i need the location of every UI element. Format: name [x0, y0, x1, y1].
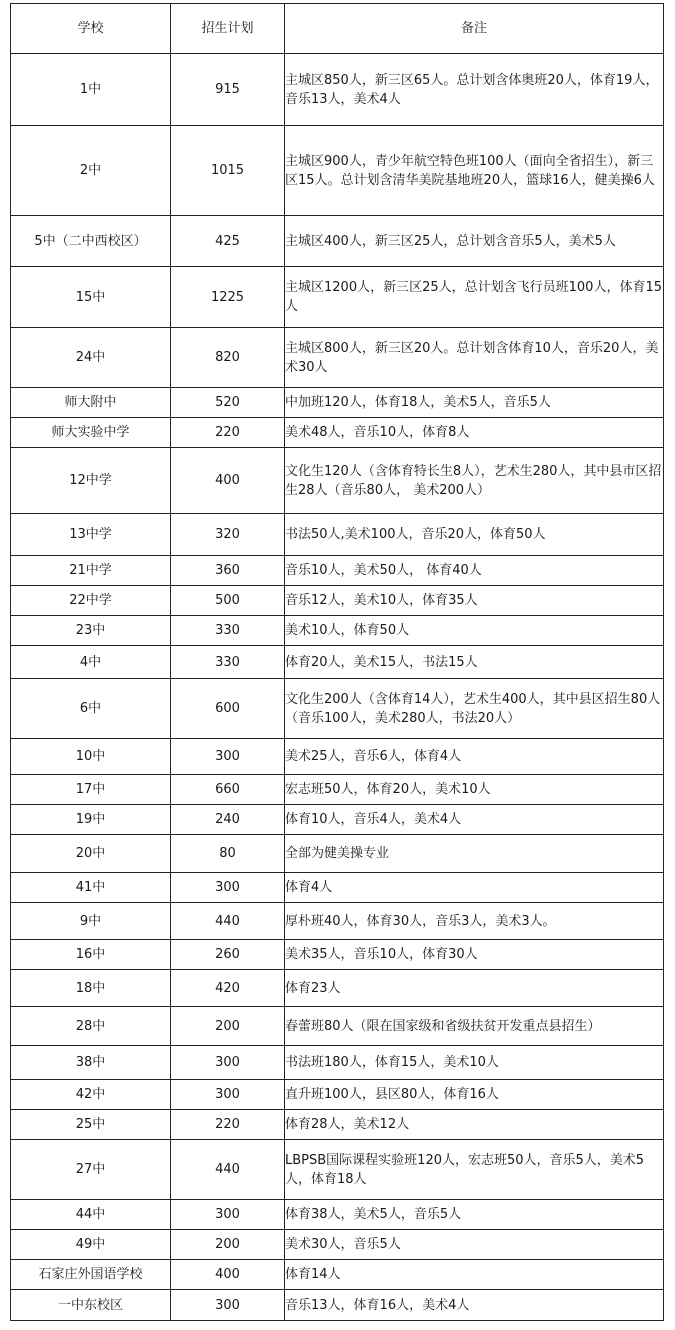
plan-cell: 1225 [171, 267, 285, 328]
note-cell: 体育23人 [285, 970, 664, 1007]
note-cell: 主城区1200人，新三区25人，总计划含飞行员班100人，体育15人 [285, 267, 664, 328]
note-cell: 文化生200人（含体育14人），艺术生400人，其中县区招生80人（音乐100人，美术280人，书法20人） [285, 679, 664, 739]
school-cell: 12中学 [11, 448, 171, 514]
school-cell: 23中 [11, 616, 171, 646]
school-cell: 38中 [11, 1046, 171, 1080]
plan-cell: 220 [171, 1110, 285, 1140]
plan-cell: 330 [171, 616, 285, 646]
note-cell: 直升班100人，县区80人，体育16人 [285, 1080, 664, 1110]
table-row [11, 514, 664, 556]
plan-cell: 300 [171, 1200, 285, 1230]
plan-cell: 1015 [171, 126, 285, 216]
plan-cell: 260 [171, 940, 285, 970]
school-cell: 49中 [11, 1230, 171, 1260]
school-cell: 24中 [11, 328, 171, 388]
table-row [11, 679, 664, 739]
note-cell: 音乐13人，体育16人，美术4人 [285, 1290, 664, 1321]
table-row [11, 1200, 664, 1230]
note-cell: 美术25人，音乐6人，体育4人 [285, 739, 664, 775]
school-cell: 4中 [11, 646, 171, 679]
plan-cell: 300 [171, 739, 285, 775]
table-row [11, 1230, 664, 1260]
school-cell: 27中 [11, 1140, 171, 1200]
table-row [11, 54, 664, 126]
table-row [11, 586, 664, 616]
note-cell: 美术48人，音乐10人，体育8人 [285, 418, 664, 448]
note-cell: 主城区800人，新三区20人。总计划含体育10人，音乐20人，美术30人 [285, 328, 664, 388]
header-school: 学校 [11, 4, 171, 54]
school-cell: 10中 [11, 739, 171, 775]
table-row [11, 1080, 664, 1110]
plan-cell: 200 [171, 1230, 285, 1260]
table-row [11, 775, 664, 805]
note-cell: 书法50人,美术100人，音乐20人，体育50人 [285, 514, 664, 556]
note-cell: 美术10人，体育50人 [285, 616, 664, 646]
table-row [11, 448, 664, 514]
table-row [11, 616, 664, 646]
table-row [11, 126, 664, 216]
plan-cell: 300 [171, 1080, 285, 1110]
plan-cell: 400 [171, 1260, 285, 1290]
plan-cell: 300 [171, 1046, 285, 1080]
school-cell: 2中 [11, 126, 171, 216]
plan-cell: 220 [171, 418, 285, 448]
school-cell: 石家庄外国语学校 [11, 1260, 171, 1290]
school-cell: 9中 [11, 903, 171, 940]
school-cell: 师大附中 [11, 388, 171, 418]
plan-cell: 425 [171, 216, 285, 267]
school-cell: 16中 [11, 940, 171, 970]
enrollment-table [10, 3, 664, 1321]
school-cell: 19中 [11, 805, 171, 835]
note-cell: 体育4人 [285, 873, 664, 903]
school-cell: 42中 [11, 1080, 171, 1110]
table-row [11, 418, 664, 448]
school-cell: 13中学 [11, 514, 171, 556]
note-cell: 音乐10人，美术50人， 体育40人 [285, 556, 664, 586]
school-cell: 21中学 [11, 556, 171, 586]
note-cell: 体育38人，美术5人，音乐5人 [285, 1200, 664, 1230]
note-cell: 体育20人，美术15人，书法15人 [285, 646, 664, 679]
plan-cell: 915 [171, 54, 285, 126]
note-cell: 美术35人，音乐10人，体育30人 [285, 940, 664, 970]
table-row [11, 873, 664, 903]
school-cell: 5中（二中西校区） [11, 216, 171, 267]
school-cell: 1中 [11, 54, 171, 126]
note-cell: 美术30人，音乐5人 [285, 1230, 664, 1260]
table-row [11, 1007, 664, 1046]
header-note: 备注 [285, 4, 664, 54]
table-row [11, 556, 664, 586]
school-cell: 18中 [11, 970, 171, 1007]
plan-cell: 300 [171, 873, 285, 903]
table-row [11, 328, 664, 388]
school-cell: 22中学 [11, 586, 171, 616]
note-cell: 主城区850人，新三区65人。总计划含体奥班20人，体育19人，音乐13人，美术4人 [285, 54, 664, 126]
school-cell: 28中 [11, 1007, 171, 1046]
table-row [11, 1290, 664, 1321]
header-row [11, 4, 664, 54]
table-row [11, 267, 664, 328]
school-cell: 41中 [11, 873, 171, 903]
note-cell: 体育28人，美术12人 [285, 1110, 664, 1140]
plan-cell: 360 [171, 556, 285, 586]
plan-cell: 400 [171, 448, 285, 514]
note-cell: 中加班120人，体育18人，美术5人，音乐5人 [285, 388, 664, 418]
table-row [11, 1110, 664, 1140]
plan-cell: 500 [171, 586, 285, 616]
note-cell: 书法班180人，体育15人，美术10人 [285, 1046, 664, 1080]
table-row [11, 940, 664, 970]
table-row [11, 1140, 664, 1200]
note-cell: 全部为健美操专业 [285, 835, 664, 873]
school-cell: 20中 [11, 835, 171, 873]
header-plan: 招生计划 [171, 4, 285, 54]
table-row [11, 388, 664, 418]
school-cell: 一中东校区 [11, 1290, 171, 1321]
table-row [11, 835, 664, 873]
note-cell: 音乐12人，美术10人，体育35人 [285, 586, 664, 616]
school-cell: 17中 [11, 775, 171, 805]
table-row [11, 970, 664, 1007]
note-cell: 春蕾班80人（限在国家级和省级扶贫开发重点县招生） [285, 1007, 664, 1046]
plan-cell: 440 [171, 1140, 285, 1200]
note-cell: LBPSB国际课程实验班120人，宏志班50人，音乐5人，美术5人，体育18人 [285, 1140, 664, 1200]
school-cell: 师大实验中学 [11, 418, 171, 448]
note-cell: 体育14人 [285, 1260, 664, 1290]
school-cell: 25中 [11, 1110, 171, 1140]
plan-cell: 820 [171, 328, 285, 388]
plan-cell: 440 [171, 903, 285, 940]
note-cell: 文化生120人（含体育特长生8人），艺术生280人，其中县市区招生28人（音乐80人， 美术200人） [285, 448, 664, 514]
note-cell: 厚朴班40人，体育30人，音乐3人，美术3人。 [285, 903, 664, 940]
plan-cell: 660 [171, 775, 285, 805]
table-row [11, 903, 664, 940]
table-row [11, 805, 664, 835]
note-cell: 主城区900人，青少年航空特色班100人（面向全省招生），新三区15人。总计划含清华美院基地班20人，篮球16人，健美操6人 [285, 126, 664, 216]
table-row [11, 216, 664, 267]
plan-cell: 200 [171, 1007, 285, 1046]
plan-cell: 320 [171, 514, 285, 556]
table-body [11, 54, 664, 1321]
plan-cell: 420 [171, 970, 285, 1007]
note-cell: 宏志班50人，体育20人，美术10人 [285, 775, 664, 805]
school-cell: 44中 [11, 1200, 171, 1230]
plan-cell: 600 [171, 679, 285, 739]
note-cell: 体育10人，音乐4人，美术4人 [285, 805, 664, 835]
note-cell: 主城区400人，新三区25人，总计划含音乐5人，美术5人 [285, 216, 664, 267]
school-cell: 15中 [11, 267, 171, 328]
table-row [11, 646, 664, 679]
plan-cell: 80 [171, 835, 285, 873]
table-row [11, 1260, 664, 1290]
plan-cell: 240 [171, 805, 285, 835]
plan-cell: 520 [171, 388, 285, 418]
table-row [11, 1046, 664, 1080]
plan-cell: 300 [171, 1290, 285, 1321]
plan-cell: 330 [171, 646, 285, 679]
table-row [11, 739, 664, 775]
school-cell: 6中 [11, 679, 171, 739]
